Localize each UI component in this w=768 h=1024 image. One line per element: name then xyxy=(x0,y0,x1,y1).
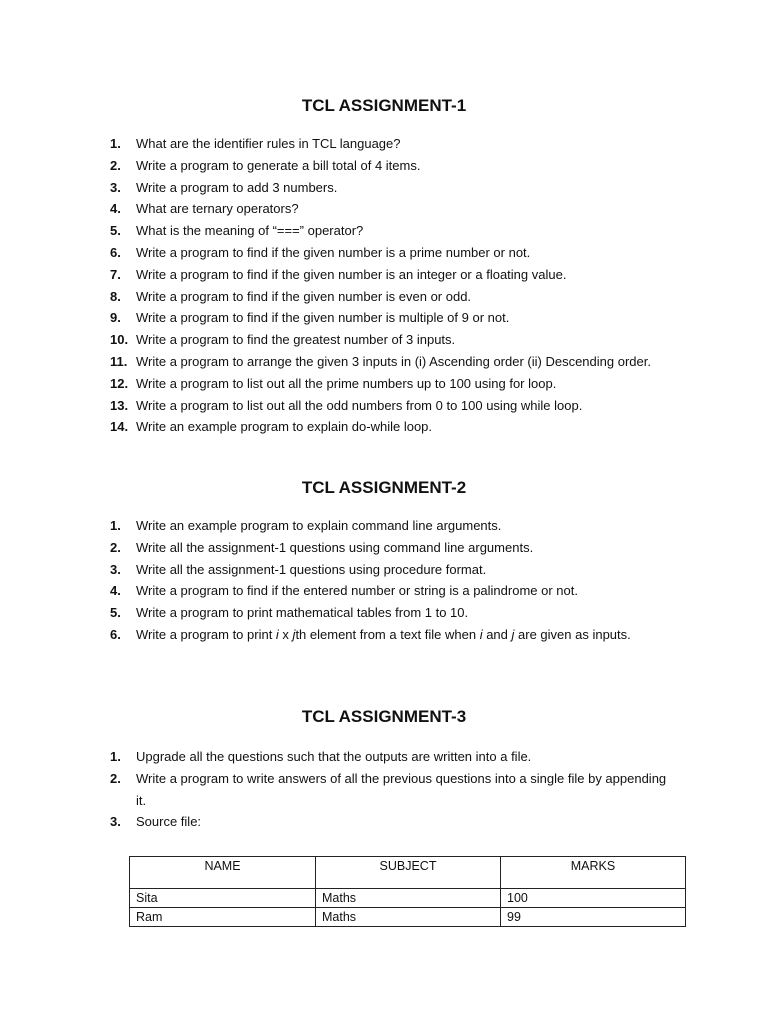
variable-j: j xyxy=(292,626,296,642)
item-number: 1. xyxy=(110,518,121,533)
assignment-2-title: TCL ASSIGNMENT-2 xyxy=(301,478,467,497)
item-number: 2. xyxy=(110,770,121,786)
list-item xyxy=(110,242,670,264)
table-cell: 99 xyxy=(501,908,686,927)
list-item xyxy=(110,351,670,373)
item-text: Upgrade all the questions such that the outputs are written into a file. xyxy=(136,749,532,764)
item-number: 8. xyxy=(110,288,121,304)
list-item xyxy=(110,155,670,177)
list-item xyxy=(110,624,670,646)
list-item xyxy=(110,286,670,308)
item-text: Write a program to write answers of all the previous questions into a single file by appending it. xyxy=(136,770,667,808)
item-text: What are the identifier rules in TCL language? xyxy=(136,136,401,151)
item-text: Write a program to generate a bill total of 4 items. xyxy=(136,157,421,173)
list-item xyxy=(110,177,670,199)
item-text-part: Write a program to print xyxy=(136,626,276,642)
item-number: 5. xyxy=(110,223,121,239)
item-text: Write a program to find if the given number is a prime number or not. xyxy=(136,244,531,260)
table-header-subject: SUBJECT xyxy=(316,857,501,889)
list-item xyxy=(110,515,670,537)
table-header-row xyxy=(130,857,686,889)
item-number: 11. xyxy=(110,353,128,369)
table-cell: Ram xyxy=(130,908,316,927)
list-item xyxy=(110,811,670,833)
list-item xyxy=(110,768,670,812)
list-item xyxy=(110,133,670,155)
item-number: 1. xyxy=(110,136,121,151)
item-number: 7. xyxy=(110,266,121,282)
item-number: 5. xyxy=(110,605,121,621)
item-text: Source file: xyxy=(136,814,202,830)
list-item xyxy=(110,416,670,438)
item-text: What are ternary operators? xyxy=(136,201,299,217)
list-item xyxy=(110,198,670,220)
item-text: Write a program to list out all the odd numbers from 0 to 100 using while loop. xyxy=(136,397,583,413)
item-number: 4. xyxy=(110,201,121,217)
item-text-part: th element from a text file when xyxy=(295,626,480,642)
list-item xyxy=(110,264,670,286)
item-number: 13. xyxy=(110,397,129,413)
item-text: Write a program to find if the given number is multiple of 9 or not. xyxy=(136,310,510,326)
item-text: Write a program to find if the given number is even or odd. xyxy=(136,288,472,304)
item-text: Write a program to arrange the given 3 inputs in (i) Ascending order (ii) Descending order. xyxy=(136,353,651,369)
item-text: Write a program to print mathematical tables from 1 to 10. xyxy=(136,605,469,621)
table-row xyxy=(130,908,686,927)
list-item xyxy=(110,746,670,768)
table-header-name: NAME xyxy=(130,857,316,889)
item-number: 4. xyxy=(110,583,121,599)
item-number: 14. xyxy=(110,419,129,435)
assignment-3-list xyxy=(110,746,670,833)
list-item xyxy=(110,395,670,417)
item-text-part: x xyxy=(278,626,293,642)
variable-i: i xyxy=(275,626,279,642)
item-text-part: are given as inputs. xyxy=(514,626,631,642)
list-item xyxy=(110,220,670,242)
assignment-2-list xyxy=(110,515,670,646)
list-item xyxy=(110,537,670,559)
item-number: 3. xyxy=(110,814,121,830)
table-cell: Maths xyxy=(316,889,501,908)
item-number: 2. xyxy=(110,539,121,555)
item-text: Write an example program to explain command line arguments. xyxy=(136,518,502,533)
item-number: 1. xyxy=(110,749,121,764)
table-cell: 100 xyxy=(501,889,686,908)
item-text-part: and xyxy=(482,626,512,642)
item-text: Write a program to find the greatest number of 3 inputs. xyxy=(136,332,456,348)
source-file-table xyxy=(129,856,686,927)
item-text: Write a program to add 3 numbers. xyxy=(136,179,338,195)
table-row xyxy=(130,889,686,908)
item-text: What is the meaning of “===” operator? xyxy=(136,223,364,239)
list-item xyxy=(110,373,670,395)
item-number: 6. xyxy=(110,244,121,260)
table-header-marks: MARKS xyxy=(501,857,686,889)
assignment-1-list xyxy=(110,133,670,438)
item-number: 3. xyxy=(110,179,121,195)
table-cell: Sita xyxy=(130,889,316,908)
list-item xyxy=(110,559,670,581)
assignment-1-title: TCL ASSIGNMENT-1 xyxy=(301,96,467,115)
item-text: Write a program to find if the given number is an integer or a floating value. xyxy=(136,266,567,282)
item-number: 12. xyxy=(110,375,129,391)
table-cell: Maths xyxy=(316,908,501,927)
list-item xyxy=(110,329,670,351)
item-text: Write a program to list out all the prime numbers up to 100 using for loop. xyxy=(136,375,557,391)
item-number: 9. xyxy=(110,310,121,326)
list-item xyxy=(110,602,670,624)
item-text: Write all the assignment-1 questions using procedure format. xyxy=(136,561,487,577)
item-text: Write all the assignment-1 questions using command line arguments. xyxy=(136,539,534,555)
variable-j: j xyxy=(511,626,515,642)
item-text: Write an example program to explain do-while loop. xyxy=(136,419,433,435)
item-number: 10. xyxy=(110,332,129,348)
list-item xyxy=(110,307,670,329)
list-item xyxy=(110,580,670,602)
item-text: Write a program to find if the entered number or string is a palindrome or not. xyxy=(136,583,578,599)
variable-i: i xyxy=(479,626,483,642)
item-number: 6. xyxy=(110,626,121,642)
assignment-3-title: TCL ASSIGNMENT-3 xyxy=(301,707,467,726)
item-number: 2. xyxy=(110,157,121,173)
item-number: 3. xyxy=(110,561,121,577)
